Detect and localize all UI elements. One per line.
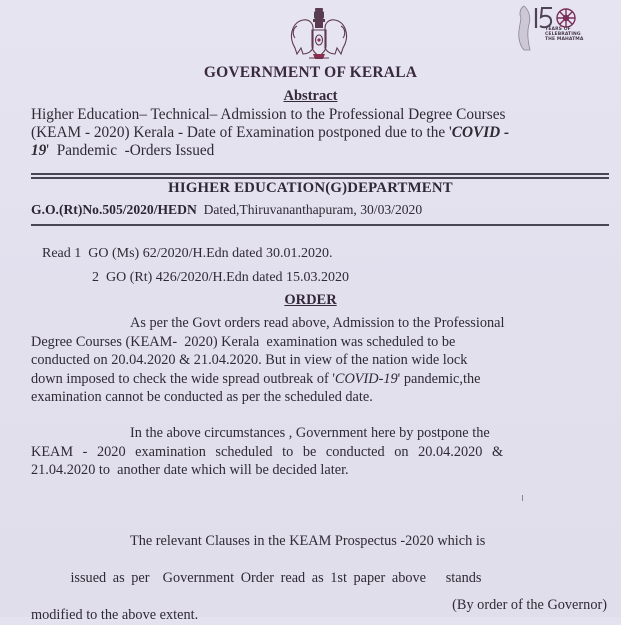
p1-line-3 xyxy=(31,351,609,370)
p1-line-5 xyxy=(31,388,609,407)
reference-1-text: GO (Ms) 62/2020/H.Edn dated 30.01.2020. xyxy=(88,246,333,261)
p1-line-4 xyxy=(31,370,609,389)
abstract-line-1 xyxy=(31,106,611,124)
abstract-line-3-text: ' Pandemic -Orders Issued xyxy=(46,142,215,159)
p2-line-1 xyxy=(31,424,609,443)
reference-2-text: GO (Rt) 426/2020/H.Edn dated 15.03.2020 xyxy=(106,270,350,285)
government-title: GOVERNMENT OF KERALA xyxy=(203,64,418,81)
p1-line-1 xyxy=(31,314,609,333)
abstract-line-2 xyxy=(31,124,611,142)
order-heading: ORDER xyxy=(284,292,337,308)
reference-2 xyxy=(92,270,349,286)
p1-line-5-text: examination cannot be conducted as per the scheduled date. xyxy=(31,389,373,406)
p2-line-2 xyxy=(31,443,609,462)
p1-line-4-text: down imposed to check the wide spread outbreak of ' xyxy=(31,370,335,387)
order-paragraph-2 xyxy=(31,424,609,480)
go-dated: Dated,Thiruvananthapuram, 30/03/2020 xyxy=(203,202,423,217)
signoff: (By order of the Governor) xyxy=(452,597,607,613)
p1-line-1-text: As per the Govt orders read above, Admission to the Professional xyxy=(130,315,505,331)
divider-top-2 xyxy=(31,177,609,179)
p2-line-3 xyxy=(31,461,609,480)
abstract-line-3 xyxy=(31,142,611,160)
p1-line-4-end: ' pandemic,the xyxy=(397,370,481,387)
covid-italic: COVID-19 xyxy=(334,370,398,387)
p1-line-2-text: Degree Courses (KEAM- 2020) Kerala examination was scheduled to be xyxy=(31,333,456,350)
covid-emphasis: COVID - xyxy=(451,124,510,141)
department-heading: HIGHER EDUCATION(G)DEPARTMENT xyxy=(168,180,453,196)
scan-speck xyxy=(522,495,523,501)
p3-line-2-text: issued as per Government Order read as 1st paper above stands xyxy=(70,570,482,587)
go-reference-line xyxy=(31,202,422,218)
reference-1 xyxy=(42,246,332,262)
reference-2-label: 2 xyxy=(92,270,99,285)
p2-line-1-text: In the above circumstances , Government here by postpone the xyxy=(130,425,490,441)
p1-line-3-text: conducted on 20.04.2020 & 21.04.2020. But in view of the nation wide lock xyxy=(31,352,468,369)
kerala-emblem-icon xyxy=(287,4,351,62)
p1-line-2 xyxy=(31,333,609,352)
divider-go xyxy=(31,224,609,226)
p2-line-3-text: 21.04.2020 to another date which will be decided later. xyxy=(31,462,349,479)
abstract-line-1-text: Higher Education– Technical– Admission to the Professional Degree Courses xyxy=(31,106,506,123)
p3-line-1 xyxy=(31,532,609,551)
p3-line-1-text: The relevant Clauses in the KEAM Prospectus -2020 which is xyxy=(130,533,486,549)
order-paragraph-1 xyxy=(31,314,609,407)
abstract-text xyxy=(31,106,611,160)
p3-line-3-text: modified to the above extent. xyxy=(31,607,199,624)
abstract-heading: Abstract xyxy=(283,88,338,104)
abstract-line-2-text: (KEAM - 2020) Kerala - Date of Examination postponed due to the ' xyxy=(31,124,452,141)
gandhi-logo-caption: YEARS OF CELEBRATING THE MAHATMA xyxy=(545,27,584,42)
divider-top-1 xyxy=(31,173,609,175)
go-number: G.O.(Rt)No.505/2020/HEDN xyxy=(31,202,197,217)
covid-emphasis-cont: 19 xyxy=(31,142,47,159)
p2-line-2-text: KEAM - 2020 examination scheduled to be conducted on 20.04.2020 & xyxy=(31,443,504,460)
reference-1-label: Read 1 xyxy=(42,246,82,261)
